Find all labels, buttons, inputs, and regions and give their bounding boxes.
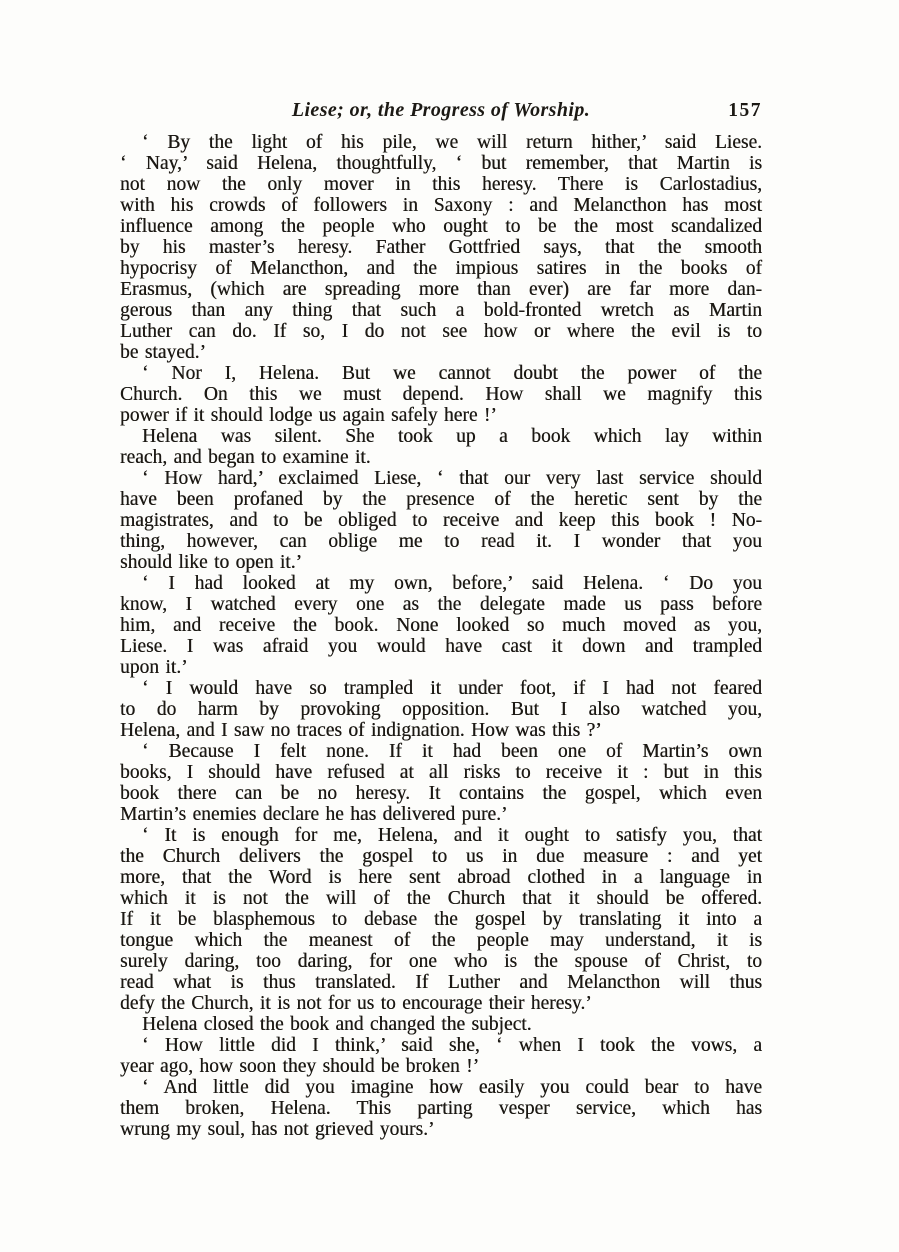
running-title: Liese; or, the Progress of Worship.: [291, 99, 591, 121]
text-line: ‘ I had looked at my own, before,’ said Helena. ‘ Do you: [142, 573, 762, 594]
text-line: ‘ And little did you imagine how easily you could bear to have: [142, 1077, 762, 1098]
page-body: [120, 132, 762, 1140]
text-line: book there can be no heresy. It contains the gospel, which even: [120, 783, 762, 804]
text-line: surely daring, too daring, for one who is the spouse of Christ, to: [120, 951, 762, 972]
text-line: Church. On this we must depend. How shall we magnify this: [120, 384, 762, 405]
text-line: books, I should have refused at all risks to receive it : but in this: [120, 762, 762, 783]
page-number: 157: [728, 100, 762, 121]
text-line: ‘ Nay,’ said Helena, thoughtfully, ‘ but remember, that Martin is: [120, 153, 762, 174]
text-line: the Church delivers the gospel to us in due measure : and yet: [120, 846, 762, 867]
text-line: gerous than any thing that such a bold-fronted wretch as Martin: [120, 300, 762, 321]
text-line: year ago, how soon they should be broken !’: [120, 1056, 480, 1077]
text-line: be stayed.’: [120, 342, 206, 363]
text-line: wrung my soul, has not grieved yours.’: [120, 1119, 435, 1140]
text-line: ‘ I would have so trampled it under foot, if I had not feared: [142, 678, 762, 699]
text-line: read what is thus translated. If Luther and Melancthon will thus: [120, 972, 762, 993]
text-line: magistrates, and to be obliged to receive and keep this book ! No-: [120, 510, 762, 531]
text-line: should like to open it.’: [120, 552, 303, 573]
text-line: upon it.’: [120, 657, 188, 678]
text-line: which it is not the will of the Church that it should be offered.: [120, 888, 762, 909]
text-line: not now the only mover in this heresy. There is Carlostadius,: [120, 174, 762, 195]
text-line: defy the Church, it is not for us to encourage their heresy.’: [120, 993, 592, 1014]
text-line: Luther can do. If so, I do not see how or where the evil is to: [120, 321, 762, 342]
text-line: Liese. I was afraid you would have cast it down and trampled: [120, 636, 762, 657]
text-line: have been profaned by the presence of the heretic sent by the: [120, 489, 762, 510]
text-line: ‘ By the light of his pile, we will return hither,’ said Liese.: [142, 132, 762, 153]
text-line: ‘ Because I felt none. If it had been one of Martin’s own: [142, 741, 762, 762]
text-line: power if it should lodge us again safely here !’: [120, 405, 497, 426]
text-line: hypocrisy of Melancthon, and the impious satires in the books of: [120, 258, 762, 279]
text-line: Erasmus, (which are spreading more than ever) are far more dan-: [120, 279, 762, 300]
text-line: Helena closed the book and changed the subject.: [142, 1014, 532, 1035]
text-line: ‘ How little did I think,’ said she, ‘ when I took the vows, a: [142, 1035, 762, 1056]
text-line: tongue which the meanest of the people may understand, it is: [120, 930, 762, 951]
text-line: ‘ Nor I, Helena. But we cannot doubt the power of the: [142, 363, 762, 384]
text-line: If it be blasphemous to debase the gospel by translating it into a: [120, 909, 762, 930]
text-line: ‘ It is enough for me, Helena, and it ought to satisfy you, that: [142, 825, 762, 846]
text-line: Helena was silent. She took up a book which lay within: [142, 426, 762, 447]
text-line: them broken, Helena. This parting vesper service, which has: [120, 1098, 762, 1119]
text-line: reach, and began to examine it.: [120, 447, 371, 468]
text-line: by his master’s heresy. Father Gottfried says, that the smooth: [120, 237, 762, 258]
text-line: influence among the people who ought to be the most scandalized: [120, 216, 762, 237]
page-header: [120, 99, 762, 123]
text-line: to do harm by provoking opposition. But I also watched you,: [120, 699, 762, 720]
text-line: ‘ How hard,’ exclaimed Liese, ‘ that our very last service should: [142, 468, 762, 489]
text-line: Martin’s enemies declare he has delivered pure.’: [120, 804, 508, 825]
text-line: thing, however, can oblige me to read it. I wonder that you: [120, 531, 762, 552]
text-line: Helena, and I saw no traces of indignation. How was this ?’: [120, 720, 602, 741]
text-line: know, I watched every one as the delegate made us pass before: [120, 594, 762, 615]
text-line: with his crowds of followers in Saxony : and Melancthon has most: [120, 195, 762, 216]
text-line: him, and receive the book. None looked so much moved as you,: [120, 615, 762, 636]
text-line: more, that the Word is here sent abroad clothed in a language in: [120, 867, 762, 888]
